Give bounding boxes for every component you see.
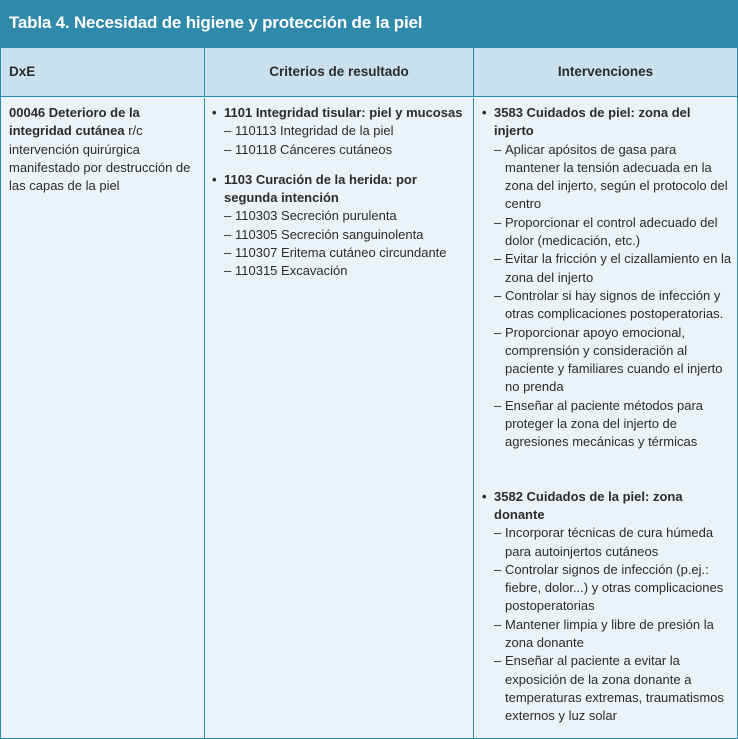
intervencion-group [481,488,733,726]
table-body-row [1,98,737,738]
intervencion-item: – Proporcionar el control adecuado del dolor (medicación, etc.) [494,214,718,249]
intervencion-item: – Aplicar apósitos de gasa para mantener la tensión adecuada en la zona del injerto, según el protocolo del centro [494,141,728,212]
intervencion-title: 3582 Cuidados de la piel: zona donante [494,488,683,522]
bullet-icon: • [212,171,217,187]
dash-icon: – [224,245,232,261]
intervencion-group [481,104,733,452]
dash-icon: – [494,616,502,632]
dxe-diagnosis-detail: r/c intervención quirúrgica manifestado por destrucción de las capas de la piel [9,123,191,194]
criterio-item: – 110305 Secreción sanguinolenta [224,226,469,244]
header-criterios: Criterios de resultado [205,48,474,96]
dash-icon: – [494,397,502,413]
dash-icon: – [494,561,502,577]
table-title: Tabla 4. Necesidad de higiene y protección de la piel [1,1,737,48]
criterio-item: – 110118 Cánceres cutáneos [224,141,469,159]
intervencion-item: – Evitar la fricción y el cizallamiento en la zona del injerto [494,251,732,285]
dash-icon: – [494,525,502,541]
dash-icon: – [494,251,502,267]
intervencion-item: – Enseñar al paciente a evitar la exposición de la zona donante a temperaturas extremas, traumatismos externos y luz solar [494,653,724,724]
criterio-title: 1101 Integridad tisular: piel y mucosas [224,105,463,120]
dash-icon: – [494,653,502,669]
criterio-item: – 110307 Eritema cutáneo circundante [224,244,469,262]
intervenciones-cell [474,98,737,738]
dash-icon: – [494,324,502,340]
criterio-title: 1103 Curación de la herida: por segunda intención [224,171,417,206]
bullet-icon: • [482,105,487,120]
intervencion-item: – Enseñar al paciente métodos para proteger la zona del injerto de agresiones mecánicas y térmicas [494,397,704,450]
intervencion-item: – Controlar signos de infección (p.ej.: fiebre, dolor...) y otras complicaciones postoperatorias [494,561,724,614]
bullet-icon: • [212,105,217,120]
dash-icon: – [494,141,502,157]
dash-icon: – [224,123,232,139]
criterio-item: – 110303 Secreción purulenta [224,207,469,225]
header-dxe: DxE [1,48,205,96]
header-intervenciones: Intervenciones [557,64,654,79]
dash-icon: – [224,263,232,279]
table-header-row [1,48,737,97]
criterio-item: – 110315 Excavación [224,262,469,280]
dash-icon: – [494,287,502,303]
dxe-cell [1,98,205,738]
intervencion-item: – Mantener limpia y libre de presión la zona donante [494,616,714,651]
bullet-icon: • [482,488,487,504]
criterio-group [211,104,469,159]
dxe-diagnosis-label: 00046 Deterioro de la integridad cutánea [9,105,140,139]
criterio-group [211,171,469,281]
dash-icon: – [494,214,502,230]
criterio-item: – 110113 Integridad de la piel [224,122,469,140]
dash-icon: – [224,208,232,224]
intervencion-item: – Incorporar técnicas de cura húmeda para autoinjertos cutáneos [494,525,714,559]
intervencion-item: – Controlar si hay signos de infección y otras complicaciones postoperatorias. [494,287,724,322]
intervencion-title: 3583 Cuidados de piel: zona del injerto [494,105,691,139]
criterios-cell [205,98,474,738]
dash-icon: – [224,226,232,242]
dash-icon: – [224,141,232,157]
intervencion-item: – Proporcionar apoyo emocional, comprensión y consideración al paciente y familiares cuando el injerto no prenda [494,324,723,395]
